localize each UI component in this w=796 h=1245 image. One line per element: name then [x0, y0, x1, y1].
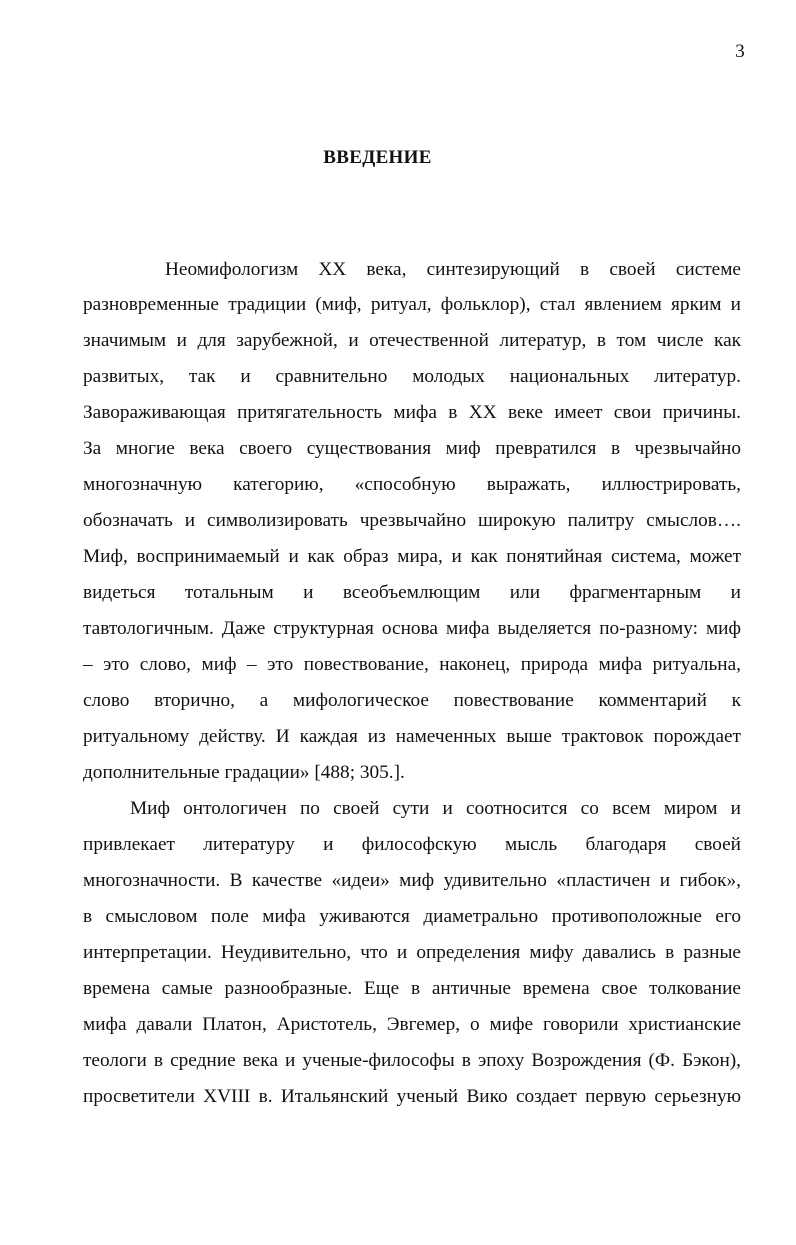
page-number: 3: [735, 41, 745, 62]
text-line: тавтологичным. Даже структурная основа мифа выделяется по-разному: миф: [83, 618, 741, 639]
text-line: многозначную категорию, «способную выражать, иллюстрировать,: [83, 474, 741, 495]
text-line: – это слово, миф – это повествование, наконец, природа мифа ритуальна,: [83, 654, 741, 675]
text-line: Неомифологизм XX века, синтезирующий в своей системе: [165, 259, 741, 280]
text-line: видеться тотальным и всеобъемлющим или фрагментарным и: [83, 582, 741, 603]
text-line: ритуальному действу. И каждая из намеченных выше трактовок порождает: [83, 726, 741, 747]
text-line: Миф онтологичен по своей сути и соотносится со всем миром и: [130, 798, 741, 819]
page-title: ВВЕДЕНИЕ: [323, 147, 432, 168]
text-line: слово вторично, а мифологическое повествование комментарий к: [83, 690, 741, 711]
text-line: теологи в средние века и ученые-философы в эпоху Возрождения (Ф. Бэкон),: [83, 1050, 741, 1071]
text-line: привлекает литературу и философскую мысль благодаря своей: [83, 834, 741, 855]
text-line: просветители XVIII в. Итальянский ученый Вико создает первую серьезную: [83, 1086, 741, 1107]
text-line: мифа давали Платон, Аристотель, Эвгемер, о мифе говорили христианские: [83, 1014, 741, 1035]
text-line: дополнительные градации» [488; 305.].: [83, 762, 405, 783]
text-line: За многие века своего существования миф превратился в чрезвычайно: [83, 438, 741, 459]
text-line: развитых, так и сравнительно молодых национальных литератур.: [83, 366, 741, 387]
text-line: времена самые разнообразные. Еще в античные времена свое толкование: [83, 978, 741, 999]
text-line: Миф, воспринимаемый и как образ мира, и как понятийная система, может: [83, 546, 741, 567]
text-line: разновременные традиции (миф, ритуал, фольклор), стал явлением ярким и: [83, 294, 741, 315]
text-line: значимым и для зарубежной, и отечественной литератур, в том числе как: [83, 330, 741, 351]
text-line: Завораживающая притягательность мифа в XX веке имеет свои причины.: [83, 402, 741, 423]
text-line: в смысловом поле мифа уживаются диаметрально противоположные его: [83, 906, 741, 927]
text-line: многозначности. В качестве «идеи» миф удивительно «пластичен и гибок»,: [83, 870, 741, 891]
text-line: обозначать и символизировать чрезвычайно широкую палитру смыслов….: [83, 510, 741, 531]
text-line: интерпретации. Неудивительно, что и определения мифу давались в разные: [83, 942, 741, 963]
